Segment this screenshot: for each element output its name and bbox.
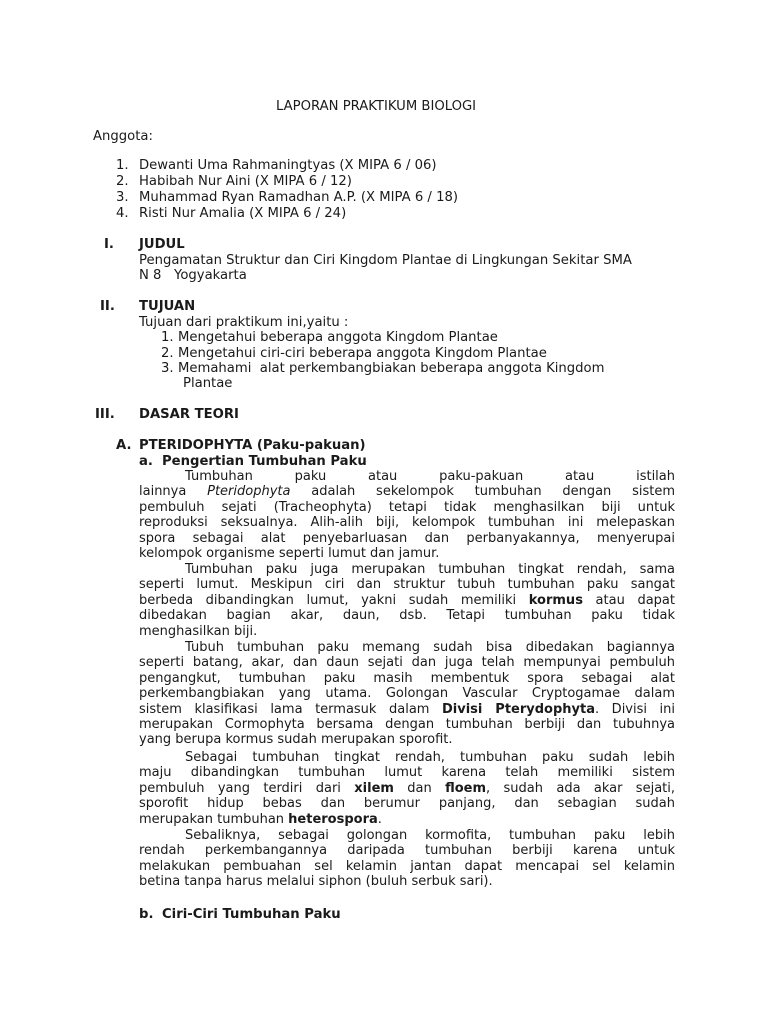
paragraph bbox=[139, 469, 675, 561]
paragraph-line: Sebaliknya, sebagai golongan kormofita, tumbuhan paku lebih bbox=[185, 828, 675, 843]
paragraph-line: perkembangbiakan yang utama. Golongan Vascular Cryptogamae dalam bbox=[139, 686, 675, 702]
section-number: II. bbox=[100, 299, 115, 314]
tujuan-item: Mengetahui ciri-ciri beberapa anggota Kingdom Plantae bbox=[178, 346, 547, 361]
paragraph-line: sporofit hidup bebas dan berumur panjang, dan sebagian sudah bbox=[139, 796, 675, 812]
member-number: 4. bbox=[116, 206, 129, 221]
member-name: Dewanti Uma Rahmaningtyas (X MIPA 6 / 06) bbox=[139, 158, 437, 173]
paragraph-line: Tubuh tumbuhan paku memang sudah bisa dibedakan bagiannya bbox=[185, 640, 675, 655]
paragraph-line bbox=[139, 781, 675, 796]
paragraph-line: rendah perkembangannya daripada tumbuhan berbiji karena untuk bbox=[139, 843, 675, 859]
paragraph-line: maju dibandingkan tumbuhan lumut karena telah memiliki sistem bbox=[139, 765, 675, 781]
paragraph-line: pembuluh sejati (Tracheophyta) tetapi tidak menghasilkan biji untuk bbox=[139, 499, 675, 515]
text-run: sistem klasifikasi lama termasuk dalam bbox=[139, 701, 442, 717]
judul-text-line: N 8 Yogyakarta bbox=[139, 268, 247, 283]
paragraph bbox=[139, 750, 675, 827]
paragraph-line: kelompok organisme seperti lumut dan jamur. bbox=[139, 545, 440, 561]
tujuan-number: 2. bbox=[161, 346, 174, 361]
section-heading-dasar-teori: DASAR TEORI bbox=[139, 407, 239, 422]
italic-term: Pteridophyta bbox=[207, 484, 291, 500]
tujuan-item-continuation: Plantae bbox=[183, 376, 233, 391]
section-heading-judul: JUDUL bbox=[139, 237, 185, 252]
section-number: III. bbox=[95, 407, 115, 422]
paragraph-line bbox=[139, 702, 675, 717]
tujuan-number: 3. bbox=[161, 361, 174, 376]
judul-text-line: Pengamatan Struktur dan Ciri Kingdom Plantae di Lingkungan Sekitar SMA bbox=[139, 253, 632, 268]
paragraph-line: reproduksi seksualnya. Alih-alih biji, kelompok tumbuhan ini melepaskan bbox=[139, 515, 675, 531]
subsubsection-heading-pengertian: Pengertian Tumbuhan Paku bbox=[162, 454, 367, 469]
paragraph-line: betina tanpa harus melalui siphon (buluh serbuk sari). bbox=[139, 874, 493, 890]
text-run: berbeda dibandingkan lumut, yakni sudah memiliki bbox=[139, 592, 529, 608]
text-run: , sudah ada akar sejati, bbox=[486, 780, 675, 796]
text-run: pembuluh yang terdiri dari bbox=[139, 780, 355, 796]
member-name: Muhammad Ryan Ramadhan A.P. (X MIPA 6 / 18) bbox=[139, 190, 458, 205]
paragraph-line: pengangkut, tumbuhan paku masih membentuk spora sebagai alat bbox=[139, 670, 675, 686]
section-number: I. bbox=[104, 237, 114, 252]
text-run: . Divisi ini bbox=[595, 701, 675, 717]
subsubsection-number: b. bbox=[139, 907, 154, 922]
paragraph-line: yang berupa kormus sudah merupakan sporofit. bbox=[139, 732, 453, 748]
bold-term: Divisi Pterydophyta bbox=[442, 701, 596, 717]
paragraph-line bbox=[139, 484, 675, 499]
text-run: dan bbox=[393, 780, 446, 796]
paragraph-line: spora sebagai alat penyebarluasan dan perbanyakannya, menyerupai bbox=[139, 530, 675, 546]
subsection-number: A. bbox=[116, 438, 132, 453]
paragraph-line bbox=[139, 593, 675, 608]
bold-term: heterospora bbox=[288, 811, 378, 827]
paragraph-line: Tumbuhan paku atau paku-pakuan atau istilah bbox=[185, 469, 675, 484]
member-number: 2. bbox=[116, 174, 129, 189]
subsubsection-number: a. bbox=[139, 454, 153, 469]
tujuan-item: Memahami alat perkembangbiakan beberapa anggota Kingdom bbox=[178, 361, 605, 376]
paragraph-line: dibedakan bagian akar, daun, dsb. Tetapi tumbuhan paku tidak bbox=[139, 608, 675, 624]
member-name: Habibah Nur Aini (X MIPA 6 / 12) bbox=[139, 174, 352, 189]
paragraph-line: Tumbuhan paku juga merupakan tumbuhan tingkat rendah, sama bbox=[185, 562, 675, 577]
paragraph-line: menghasilkan biji. bbox=[139, 623, 258, 639]
section-heading-tujuan: TUJUAN bbox=[139, 299, 196, 314]
paragraph bbox=[139, 562, 675, 639]
text-run: lainnya bbox=[139, 484, 208, 500]
paragraph-line: seperti lumut. Meskipun ciri dan struktur tubuh tumbuhan paku sangat bbox=[139, 577, 675, 593]
paragraph-line: melakukan pembuahan sel kelamin jantan dapat mencapai sel kelamin bbox=[139, 858, 675, 874]
member-number: 1. bbox=[116, 158, 129, 173]
tujuan-number: 1. bbox=[161, 330, 174, 345]
paragraph-line: seperti batang, akar, dan daun sejati dan juga telah mempunyai pembuluh bbox=[139, 655, 675, 671]
text-run: merupakan tumbuhan bbox=[139, 811, 289, 827]
paragraph-line bbox=[139, 812, 675, 827]
text-run: adalah sekelompok tumbuhan dengan sistem bbox=[290, 484, 675, 500]
bold-term: xilem bbox=[354, 780, 394, 796]
text-run: atau dapat bbox=[582, 592, 675, 608]
member-name: Risti Nur Amalia (X MIPA 6 / 24) bbox=[139, 206, 347, 221]
paragraph bbox=[139, 640, 675, 748]
member-number: 3. bbox=[116, 190, 129, 205]
tujuan-intro: Tujuan dari praktikum ini,yaitu : bbox=[139, 315, 349, 330]
paragraph bbox=[139, 828, 675, 890]
bold-term: kormus bbox=[528, 592, 583, 608]
bold-term: floem bbox=[445, 780, 487, 796]
members-label: Anggota: bbox=[93, 129, 153, 144]
text-run: . bbox=[377, 811, 382, 827]
subsubsection-heading-ciri-ciri: Ciri-Ciri Tumbuhan Paku bbox=[162, 907, 341, 922]
paragraph-line: Sebagai tumbuhan tingkat rendah, tumbuhan paku sudah lebih bbox=[185, 750, 675, 765]
document-title: LAPORAN PRAKTIKUM BIOLOGI bbox=[276, 99, 477, 114]
subsection-heading-pteridophyta: PTERIDOPHYTA (Paku-pakuan) bbox=[139, 438, 366, 453]
tujuan-item: Mengetahui beberapa anggota Kingdom Plantae bbox=[178, 330, 498, 345]
paragraph-line: merupakan Cormophyta bersama dengan tumbuhan berbiji dan tubuhnya bbox=[139, 716, 675, 732]
